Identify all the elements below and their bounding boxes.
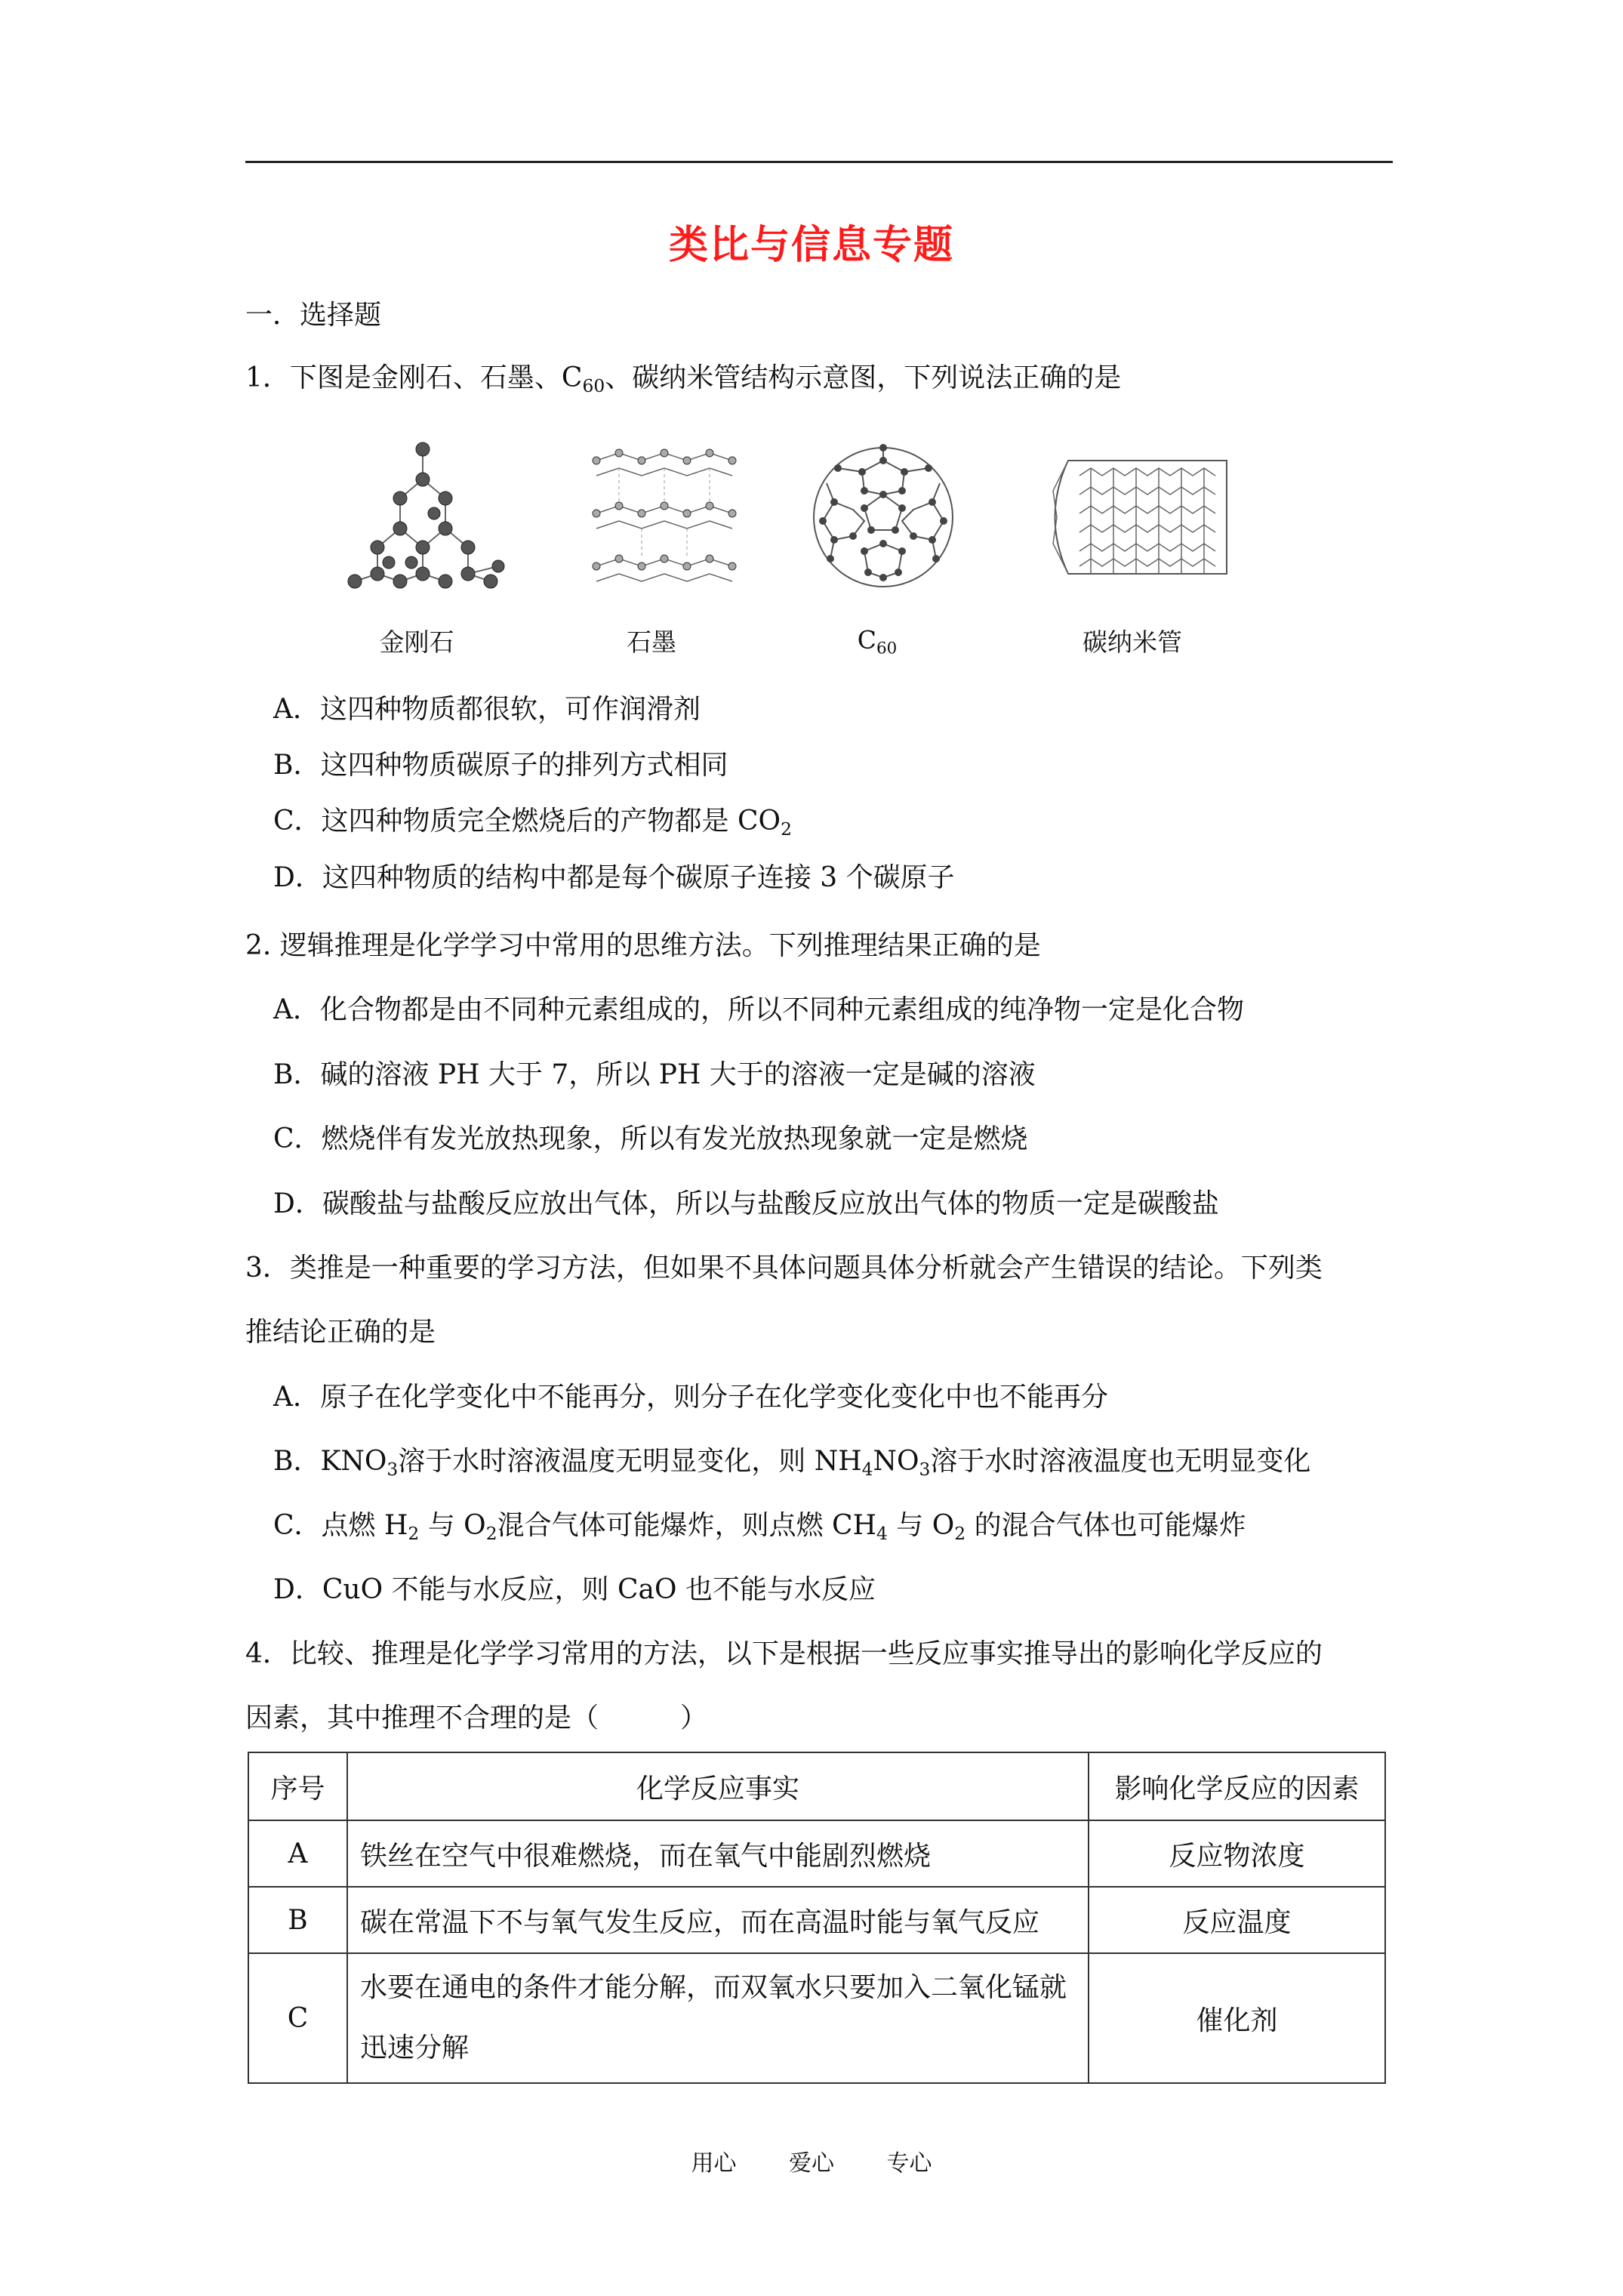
q1-option-b: B．这四种物质碳原子的排列方式相同	[273, 750, 728, 781]
figure-label-c60: $C_{60}$	[857, 625, 898, 658]
figure-label-graphite: 石墨	[627, 627, 676, 657]
table-cell-factor: 反应温度	[1089, 1887, 1385, 1953]
figure-label-nanotube: 碳纳米管	[1083, 627, 1182, 657]
page-footer	[0, 2144, 1623, 2177]
table-cell-id: A	[248, 1820, 347, 1887]
table-cell-fact: 铁丝在空气中很难燃烧，而在氧气中能剧烈燃烧	[347, 1820, 1089, 1887]
q3-stem-line1: 3．类推是一种重要的学习方法，但如果不具体问题具体分析就会产生错误的结论。下列类	[245, 1253, 1323, 1284]
footer-text: 用心	[691, 2150, 737, 2177]
q4-stem-line1: 4．比较、推理是化学学习常用的方法，以下是根据一些反应事实推导出的影响化学反应的	[245, 1638, 1323, 1669]
page-title: 类比与信息专题	[668, 222, 954, 268]
table-header-cell: 序号	[248, 1752, 347, 1820]
c60-structure-figure	[808, 438, 959, 596]
q1-option-d: D．这四种物质的结构中都是每个碳原子连接 3 个碳原子	[273, 862, 955, 893]
q1-option-c: C．这四种物质完全燃烧后的产物都是 $CO_2$	[273, 806, 792, 840]
diamond-structure-figure	[332, 434, 521, 596]
table-row	[248, 1953, 1385, 2083]
table-header-row	[248, 1752, 1385, 1820]
q1-option-a: A．这四种物质都很软，可作润滑剂	[273, 694, 701, 725]
header-rule	[245, 161, 1393, 163]
q4-table	[248, 1752, 1386, 2084]
table-cell-fact: 碳在常温下不与氧气发生反应，而在高温时能与氧气反应	[347, 1887, 1089, 1953]
footer-text: 专心	[886, 2150, 932, 2177]
q1-stem: 1．下图是金刚石、石墨、$C_{60}$、碳纳米管结构示意图，下列说法正确的是	[245, 362, 1122, 397]
carbon-nanotube-figure	[1038, 445, 1234, 581]
table-cell-factor: 催化剂	[1089, 1953, 1385, 2083]
table-header-cell: 影响化学反应的因素	[1089, 1752, 1385, 1820]
q3-option-c: C．点燃 $H_2$ 与 $O_2$混合气体可能爆炸，则点燃 $CH_4$ 与 $O_2$ 的混合气体也可能爆炸	[273, 1510, 1246, 1545]
table-cell-id: B	[248, 1887, 347, 1953]
q3-option-d: D．CuO 不能与水反应，则 CaO 也不能与水反应	[273, 1574, 876, 1605]
table-cell-fact: 水要在通电的条件才能分解，而双氧水只要加入二氧化锰就迅速分解	[347, 1953, 1089, 2083]
table-row	[248, 1887, 1385, 1953]
graphite-structure-figure	[589, 442, 740, 593]
table-cell-factor: 反应物浓度	[1089, 1820, 1385, 1887]
footer-text: 爱心	[789, 2150, 834, 2177]
table-cell-id: C	[248, 1953, 347, 2083]
q2-option-d: D．碳酸盐与盐酸反应放出气体，所以与盐酸反应放出气体的物质一定是碳酸盐	[273, 1188, 1219, 1219]
table-header-cell: 化学反应事实	[347, 1752, 1089, 1820]
q4-stem-line2: 因素，其中推理不合理的是（ ）	[245, 1703, 708, 1734]
q3-stem-line2: 推结论正确的是	[245, 1317, 436, 1348]
q2-stem: 2. 逻辑推理是化学学习中常用的思维方法。下列推理结果正确的是	[245, 930, 1041, 961]
q3-option-b: B．$KNO_3$溶于水时溶液温度无明显变化，则 $NH_4NO_3$溶于水时溶液温度也无明显变化	[273, 1446, 1311, 1481]
q3-option-a: A．原子在化学变化中不能再分，则分子在化学变化变化中也不能再分	[273, 1382, 1108, 1413]
table-row	[248, 1820, 1385, 1887]
section-heading: 一．选择题	[245, 300, 382, 331]
q2-option-a: A．化合物都是由不同种元素组成的，所以不同种元素组成的纯净物一定是化合物	[273, 994, 1244, 1025]
q2-option-b: B．碱的溶液 PH 大于 7，所以 PH 大于的溶液一定是碱的溶液	[273, 1059, 1036, 1090]
figure-label-diamond: 金刚石	[379, 627, 454, 657]
q2-option-c: C．燃烧伴有发光放热现象，所以有发光放热现象就一定是燃烧	[273, 1123, 1028, 1154]
